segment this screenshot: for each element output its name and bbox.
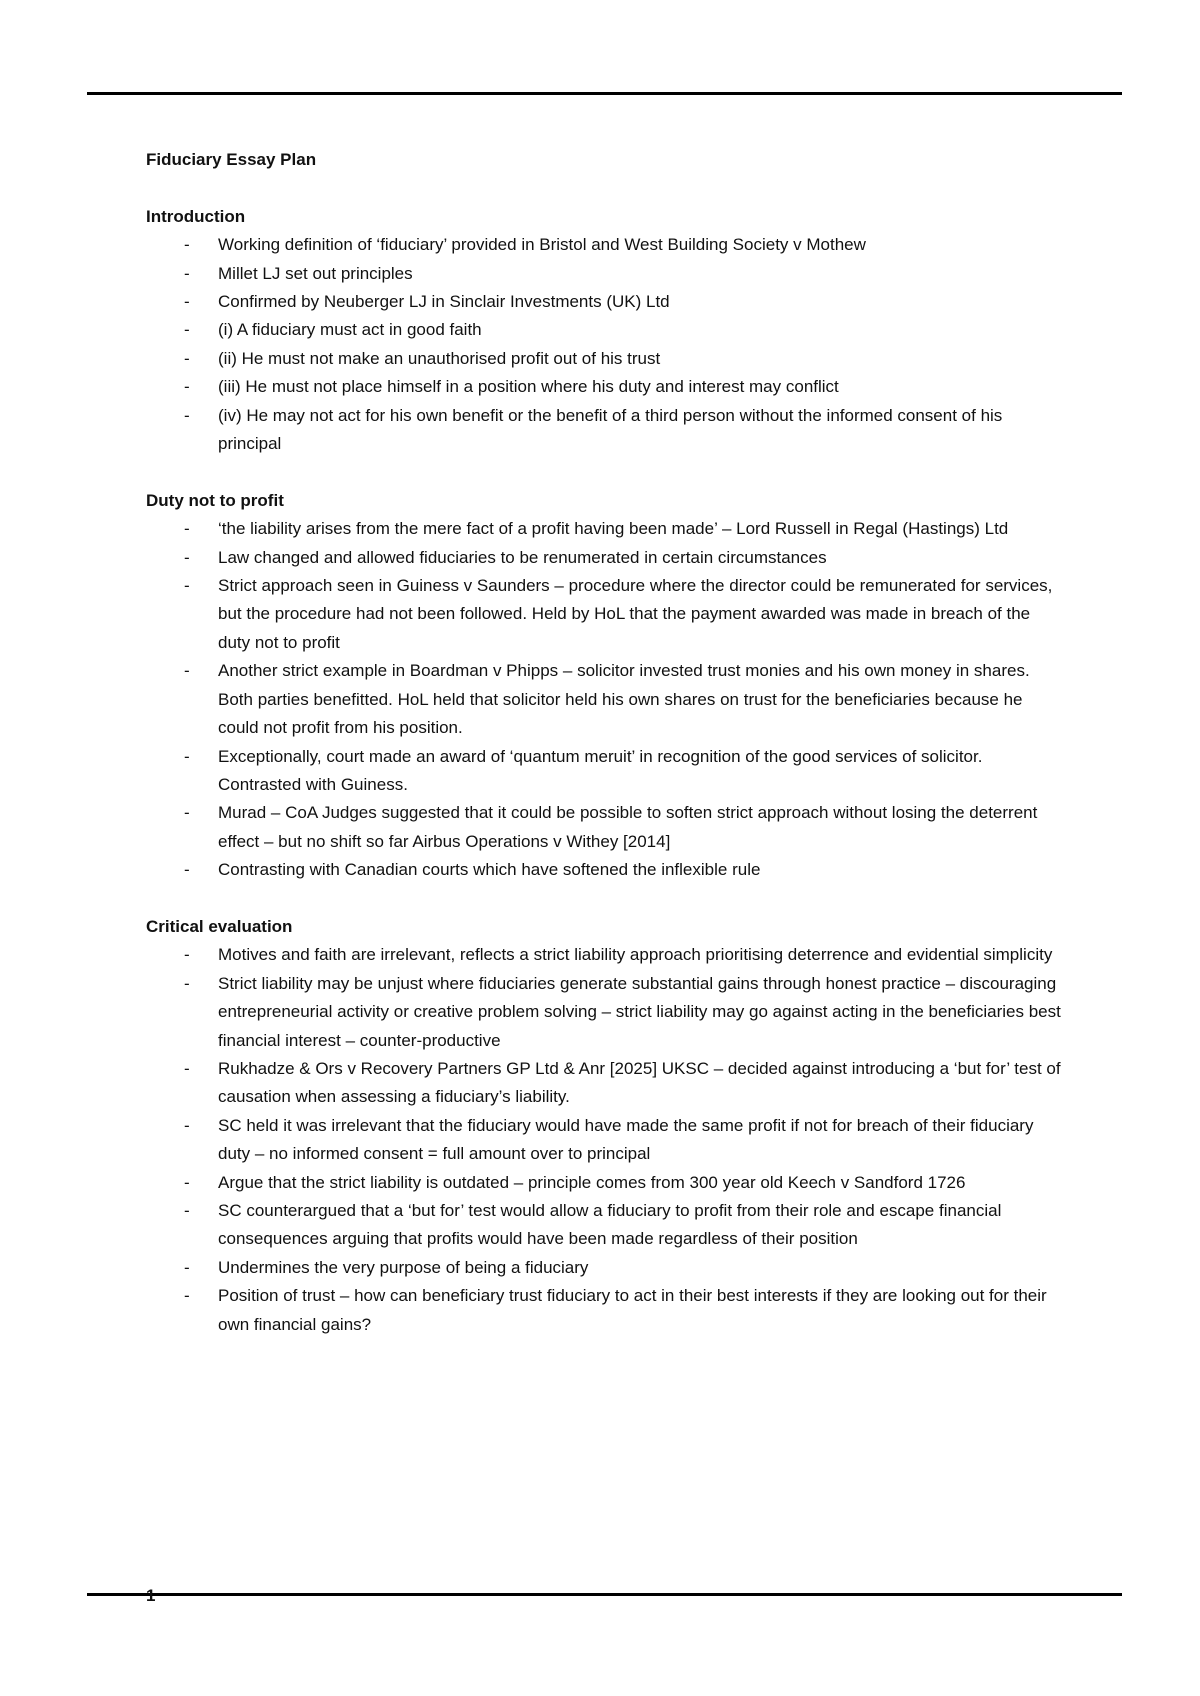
dash-bullet: -: [184, 292, 190, 312]
list-item: [146, 402, 1066, 459]
list-item-text: (iv) He may not act for his own benefit or the benefit of a third person without the informed consent of his principal: [218, 405, 1003, 454]
dash-bullet: -: [184, 377, 190, 397]
list-item: [146, 743, 1066, 800]
list-item-text: Working definition of ‘fiduciary’ provided in Bristol and West Building Society v Mothew: [218, 235, 866, 255]
dash-bullet: -: [184, 1172, 190, 1192]
bullet-list: [146, 515, 1066, 884]
list-item: [146, 260, 1066, 288]
dash-bullet: -: [184, 1115, 190, 1135]
list-item-text: Law changed and allowed fiduciaries to be renumerated in certain circumstances: [218, 547, 827, 567]
list-item-text: Murad – CoA Judges suggested that it could be possible to soften strict approach without losing the deterrent effect – but no shift so far Airbus Operations v Withey [2014]: [218, 803, 1038, 851]
dash-bullet: -: [184, 661, 190, 681]
list-item-text: Millet LJ set out principles: [218, 263, 413, 283]
list-item: [146, 544, 1066, 572]
list-item-text: SC held it was irrelevant that the fiduciary would have made the same profit if not for breach of their fiduciary duty – no informed consent = full amount over to principal: [218, 1115, 1034, 1164]
dash-bullet: -: [184, 348, 190, 368]
dash-bullet: -: [184, 405, 190, 425]
list-item-text: Argue that the strict liability is outdated – principle comes from 300 year old Keech v Sandford 1726: [218, 1172, 966, 1192]
list-item: [146, 970, 1066, 1055]
header-rule: [87, 92, 1122, 95]
list-item-text: Confirmed by Neuberger LJ in Sinclair Investments (UK) Ltd: [218, 292, 670, 312]
list-item-text: Strict approach seen in Guiness v Saunders – procedure where the director could be remunerated for services, but the procedure had not been followed. Held by HoL that the payment awarded was made in breach of the duty not to profit: [218, 576, 1053, 652]
list-item-text: Exceptionally, court made an award of ‘quantum meruit’ in recognition of the good services of solicitor. Contrasted with Guiness.: [218, 746, 983, 794]
list-item-text: Motives and faith are irrelevant, reflects a strict liability approach prioritising deterrence and evidential simplicity: [218, 945, 1053, 965]
section-heading: Critical evaluation: [146, 916, 293, 936]
list-item: [146, 288, 1066, 316]
list-item: [146, 316, 1066, 344]
list-item-text: (ii) He must not make an unauthorised profit out of his trust: [218, 348, 661, 368]
dash-bullet: -: [184, 1200, 190, 1220]
list-item: [146, 1169, 1066, 1197]
list-item: [146, 941, 1066, 969]
list-item: [146, 1197, 1066, 1254]
document-title: Fiduciary Essay Plan: [146, 150, 317, 169]
dash-bullet: -: [184, 1058, 190, 1078]
dash-bullet: -: [184, 519, 190, 539]
list-item-text: (iii) He must not place himself in a position where his duty and interest may conflict: [218, 377, 839, 397]
dash-bullet: -: [184, 803, 190, 823]
footer-rule: [87, 1593, 1122, 1596]
section-heading: Introduction: [146, 206, 246, 226]
dash-bullet: -: [184, 235, 190, 255]
list-item-text: Undermines the very purpose of being a fiduciary: [218, 1257, 589, 1277]
list-item-text: ‘the liability arises from the mere fact of a profit having been made’ – Lord Russell in Regal (Hastings) Ltd: [218, 519, 1009, 539]
dash-bullet: -: [184, 576, 190, 596]
list-item-text: SC counterargued that a ‘but for’ test would allow a fiduciary to profit from their role and escape financial consequences arguing that profits would have been made regardless of their position: [218, 1200, 1002, 1249]
list-item-text: Strict liability may be unjust where fiduciaries generate substantial gains through honest practice – discouraging entrepreneurial activity or creative problem solving – strict liability may go against acting in the beneficiaries best financial interest – counter-productive: [218, 973, 1061, 1050]
list-item-text: Another strict example in Boardman v Phipps – solicitor invested trust monies and his own money in shares. Both parties benefitted. HoL held that solicitor held his own shares on trust for the beneficiaries because he could not profit from his position.: [218, 661, 1030, 738]
list-item: [146, 231, 1066, 259]
section-introduction: [146, 203, 1066, 459]
list-item: [146, 1254, 1066, 1282]
dash-bullet: -: [184, 860, 190, 880]
list-item: [146, 345, 1066, 373]
list-item: [146, 373, 1066, 401]
list-item: [146, 1112, 1066, 1169]
list-item: [146, 799, 1066, 856]
section-duty-not-to-profit: [146, 487, 1066, 885]
list-item: [146, 657, 1066, 742]
list-item: [146, 1055, 1066, 1112]
dash-bullet: -: [184, 547, 190, 567]
section-critical-evaluation: [146, 913, 1066, 1339]
dash-bullet: -: [184, 746, 190, 766]
bullet-list: [146, 941, 1066, 1339]
list-item: [146, 856, 1066, 884]
list-item: [146, 1282, 1066, 1339]
bullet-list: [146, 231, 1066, 458]
list-item-text: Position of trust – how can beneficiary trust fiduciary to act in their best interests if they are looking out for their own financial gains?: [218, 1286, 1047, 1334]
dash-bullet: -: [184, 263, 190, 283]
dash-bullet: -: [184, 973, 190, 993]
document-body: [146, 146, 1066, 1367]
list-item: [146, 572, 1066, 657]
dash-bullet: -: [184, 1286, 190, 1306]
dash-bullet: -: [184, 945, 190, 965]
dash-bullet: -: [184, 1257, 190, 1277]
list-item-text: Rukhadze & Ors v Recovery Partners GP Ltd & Anr [2025] UKSC – decided against introducing a ‘but for’ test of causation when assessing a fiduciary’s liability.: [218, 1058, 1061, 1107]
dash-bullet: -: [184, 320, 190, 340]
list-item-text: Contrasting with Canadian courts which have softened the inflexible rule: [218, 860, 761, 880]
list-item: [146, 515, 1066, 543]
list-item-text: (i) A fiduciary must act in good faith: [218, 320, 482, 340]
section-heading: Duty not to profit: [146, 490, 284, 510]
page-number: 1: [146, 1586, 156, 1605]
